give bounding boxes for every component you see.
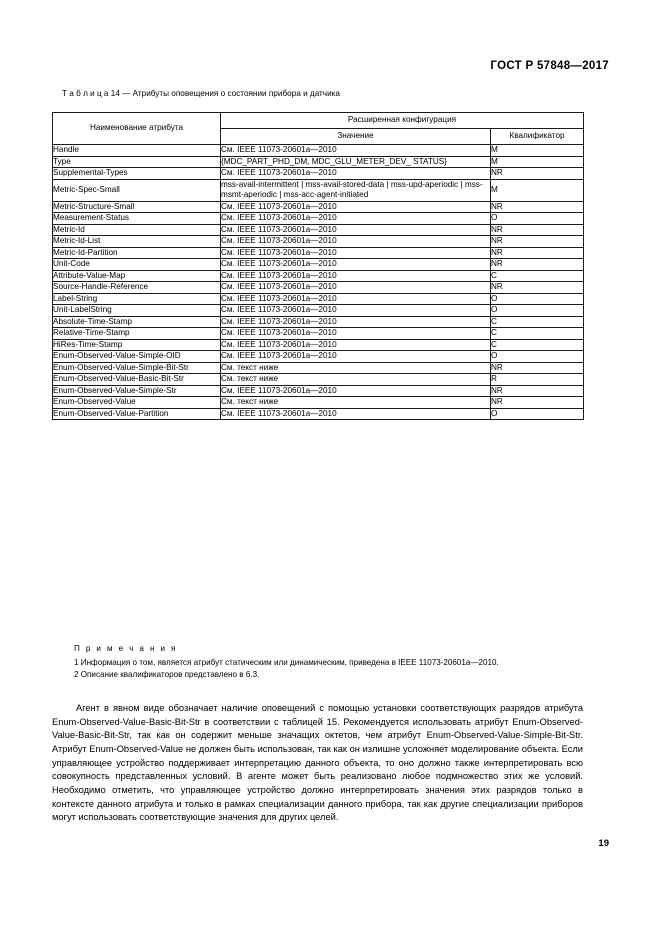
table-row	[53, 145, 584, 157]
cell-qualifier: R	[491, 374, 584, 386]
cell-qualifier: C	[491, 270, 584, 282]
cell-attribute-name: Label-String	[53, 293, 221, 305]
cell-value: mss-avail-intermittent | mss-avail-stored-data | mss-upd-aperiodic | mss-msmt-aperiodic | mss-acc-agent-initiated	[221, 179, 491, 201]
cell-qualifier: NR	[491, 259, 584, 271]
cell-value: См. IEEE 11073-20601a—2010	[221, 316, 491, 328]
cell-attribute-name: Enum-Observed-Value-Simple-OID	[53, 351, 221, 363]
table-row	[53, 362, 584, 374]
cell-qualifier: NR	[491, 236, 584, 248]
cell-qualifier: M	[491, 179, 584, 201]
cell-value: См. IEEE 11073-20601a—2010	[221, 339, 491, 351]
cell-value: См. IEEE 11073-20601a—2010	[221, 213, 491, 225]
table-row	[53, 236, 584, 248]
table-row	[53, 213, 584, 225]
cell-attribute-name: Enum-Observed-Value-Basic-Bit-Str	[53, 374, 221, 386]
cell-qualifier: NR	[491, 282, 584, 294]
cell-attribute-name: Enum-Observed-Value	[53, 397, 221, 409]
cell-qualifier: NR	[491, 247, 584, 259]
cell-attribute-name: Source-Handle-Reference	[53, 282, 221, 294]
cell-attribute-name: Enum-Observed-Value-Partition	[53, 408, 221, 420]
cell-value: См. IEEE 11073-20601a—2010	[221, 385, 491, 397]
cell-qualifier: O	[491, 351, 584, 363]
note-item: 2 Описание квалификаторов представлено в 6.3.	[74, 670, 260, 680]
table-row	[53, 351, 584, 363]
table-row	[53, 374, 584, 386]
cell-qualifier: NR	[491, 362, 584, 374]
column-header-qualifier: Квалификатор	[491, 129, 584, 145]
cell-qualifier: O	[491, 305, 584, 317]
cell-qualifier: M	[491, 156, 584, 168]
cell-value: {MDC_PART_PHD_DM, MDC_GLU_METER_DEV_ STATUS}	[221, 156, 491, 168]
cell-qualifier: C	[491, 339, 584, 351]
table-row	[53, 156, 584, 168]
cell-qualifier: NR	[491, 224, 584, 236]
table-row	[53, 270, 584, 282]
table-header-row-1	[53, 113, 584, 129]
cell-attribute-name: Metric-Id-List	[53, 236, 221, 248]
cell-attribute-name: Unit-Code	[53, 259, 221, 271]
note-item: 1 Информация о том, является атрибут статическим или динамическим, приведена в IEEE 11073-20601a—2010.	[74, 657, 499, 667]
table-row	[53, 201, 584, 213]
table-row	[53, 247, 584, 259]
cell-value: См. IEEE 11073-20601a—2010	[221, 236, 491, 248]
cell-qualifier: NR	[491, 385, 584, 397]
column-header-group-extended-configuration: Расширенная конфигурация	[221, 113, 584, 129]
cell-qualifier: O	[491, 293, 584, 305]
cell-value: См. IEEE 11073-20601a—2010	[221, 259, 491, 271]
cell-attribute-name: Attribute-Value-Map	[53, 270, 221, 282]
table-row	[53, 397, 584, 409]
cell-value: См. IEEE 11073-20601a—2010	[221, 351, 491, 363]
page-number: 19	[598, 838, 609, 849]
body-paragraph: Агент в явном виде обозначает наличие оповещений с помощью установки соответствующих разрядов атрибута Enum-Observed-Value-Basic-Bit-Str в соответствии с таблицей 15. Рекомендуется использовать атрибут Enum-Observed-Value-Basic-Bit-Str, так как он содержит меньше значащих октетов, чем атрибут Enum-Observed-Value-Simple-Bit-Str. Атрибут Enum-Observed-Value не должен быть использован, так как он излишне усложняет моделирование объекта. Если управляющее устройство поддерживает интерпретацию данного объекта, то оно должно также интерпретировать всю совокупность представленных условий. В агенте может быть реализовано любое подмножество этих же условий. Необходимо отметить, что управляющее устройство должно интерпретировать значения этих разрядов только в контексте данного атрибута и только в рамках специализации данного прибора, так как другие специализации приборов могут использовать соответствующие значения для других целей.	[52, 703, 583, 823]
table-row	[53, 339, 584, 351]
notes-title: П р и м е ч а н и я	[74, 644, 178, 653]
cell-attribute-name: Metric-Spec-Small	[53, 179, 221, 201]
table-row	[53, 293, 584, 305]
cell-qualifier: C	[491, 316, 584, 328]
cell-attribute-name: Absolute-Time-Stamp	[53, 316, 221, 328]
table-row	[53, 305, 584, 317]
cell-attribute-name: HiRes-Time-Stamp	[53, 339, 221, 351]
cell-qualifier: NR	[491, 397, 584, 409]
cell-attribute-name: Type	[53, 156, 221, 168]
cell-attribute-name: Metric-Id	[53, 224, 221, 236]
table-row	[53, 282, 584, 294]
cell-value: См. текст ниже	[221, 374, 491, 386]
cell-value: См. IEEE 11073-20601a—2010	[221, 270, 491, 282]
table-row	[53, 385, 584, 397]
cell-qualifier: M	[491, 145, 584, 157]
cell-value: См. IEEE 11073-20601a—2010	[221, 247, 491, 259]
table-row	[53, 408, 584, 420]
table-notes	[52, 643, 583, 681]
cell-attribute-name: Unit-LabelString	[53, 305, 221, 317]
cell-qualifier: C	[491, 328, 584, 340]
cell-value: См. текст ниже	[221, 362, 491, 374]
cell-attribute-name: Metric-Structure-Small	[53, 201, 221, 213]
table-caption: Т а б л и ц а 14 — Атрибуты оповещения о состоянии прибора и датчика	[62, 89, 340, 98]
column-header-value: Значение	[221, 129, 491, 145]
cell-attribute-name: Relative-Time-Stamp	[53, 328, 221, 340]
cell-qualifier: NR	[491, 168, 584, 180]
cell-value: См. IEEE 11073-20601a—2010	[221, 201, 491, 213]
cell-attribute-name: Enum-Observed-Value-Simple-Bit-Str	[53, 362, 221, 374]
cell-value: См. IEEE 11073-20601a—2010	[221, 328, 491, 340]
attributes-table	[52, 112, 584, 420]
cell-value: См. IEEE 11073-20601a—2010	[221, 168, 491, 180]
table-row	[53, 179, 584, 201]
cell-value: См. IEEE 11073-20601a—2010	[221, 305, 491, 317]
cell-value: См. IEEE 11073-20601a—2010	[221, 145, 491, 157]
document-running-header: ГОСТ Р 57848—2017	[490, 60, 609, 72]
cell-value: См. текст ниже	[221, 397, 491, 409]
table-row	[53, 316, 584, 328]
column-header-attribute-name: Наименование атрибута	[53, 113, 221, 145]
cell-attribute-name: Supplemental-Types	[53, 168, 221, 180]
cell-value: См. IEEE 11073-20601a—2010	[221, 293, 491, 305]
cell-attribute-name: Enum-Observed-Value-Simple-Str	[53, 385, 221, 397]
cell-qualifier: O	[491, 213, 584, 225]
table-row	[53, 328, 584, 340]
cell-value: См. IEEE 11073-20601a—2010	[221, 408, 491, 420]
table-head	[53, 113, 584, 145]
cell-value: См. IEEE 11073-20601a—2010	[221, 282, 491, 294]
cell-qualifier: O	[491, 408, 584, 420]
table-row	[53, 224, 584, 236]
cell-attribute-name: Handle	[53, 145, 221, 157]
table-row	[53, 259, 584, 271]
cell-attribute-name: Metric-Id-Partition	[53, 247, 221, 259]
table-body	[53, 145, 584, 420]
cell-attribute-name: Measurement-Status	[53, 213, 221, 225]
cell-value: См. IEEE 11073-20601a—2010	[221, 224, 491, 236]
cell-qualifier: NR	[491, 201, 584, 213]
table-row	[53, 168, 584, 180]
